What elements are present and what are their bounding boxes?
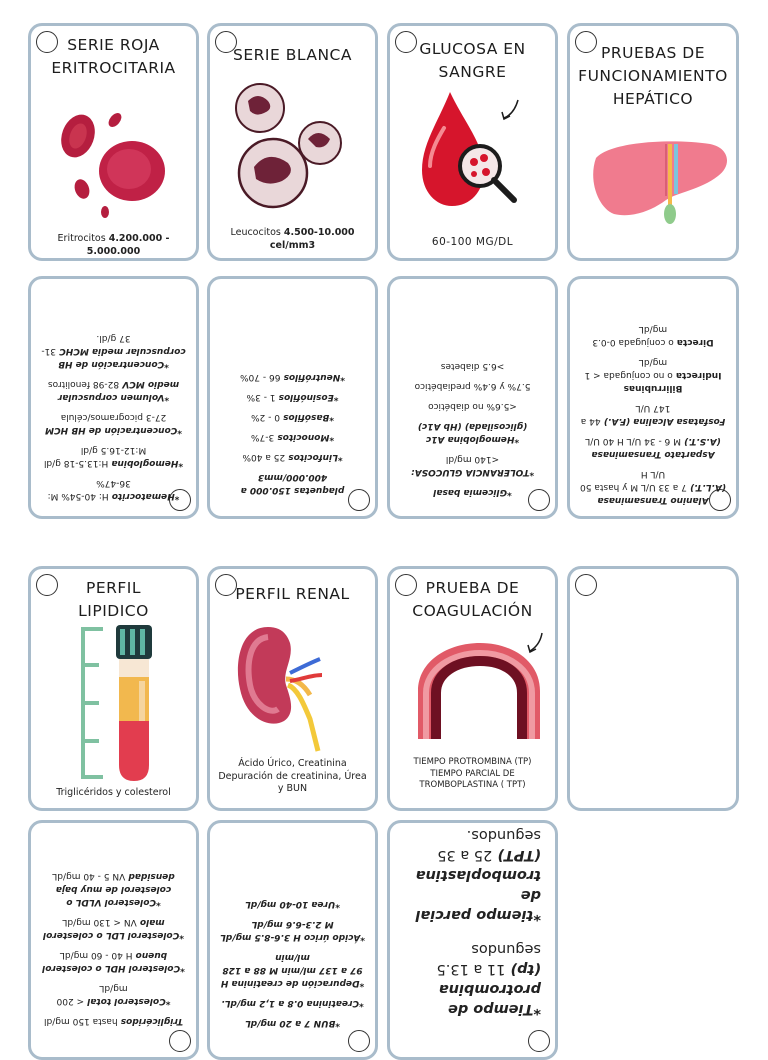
card-serie-blanca (207, 23, 378, 261)
card-perfil-renal (207, 566, 378, 811)
card-perfil-lipidico (28, 566, 199, 811)
red-blood-cells-icon (31, 94, 196, 244)
test-tube-icon (31, 625, 196, 785)
kidney-icon (210, 623, 375, 758)
card-title: PERFIL RENAL (235, 585, 350, 603)
renal-caption: Ácido Úrico, Creatinina Depuración de creatinina, Úrea y BUN (218, 758, 367, 794)
coagulation-caption: TIEMPO PROTROMBINA (TP) TIEMPO PARCIAL DE TROMBOPLASTINA ( TPT) (413, 757, 532, 790)
leukocyte-range: Leucocitos 4.500-10.000 cel/mm3 (230, 227, 355, 251)
punch-hole (575, 574, 597, 596)
white-series-values: plaquetas 150.000 a 400.000/mm3 *Linfocitos 25 a 40% *Monocitos 3-7% *Basófilos 0 - 2% *Eosinófilos 1 - 3% *Neutrófilos 66 - 70% (240, 372, 345, 495)
red-series-values: *Hematocrito H: 40-54% M: 36-47% *Hemoglobina H:13.5-18 g/dl M:12-16.5 g/dl *Concentración de HB HCM 27-3 picogramos/célula *Volumen corpuscular medio MCV 82-98 fenolitros *Concentración de HB corpuscular media MCHC 31-37 g/dl. (41, 333, 186, 501)
blood-drop-magnifier-icon (390, 92, 555, 227)
card-coagulacion-back (387, 820, 558, 1060)
card-title: PRUEBAS DE FUNCIONAMIENTO HEPÁTICO (578, 44, 728, 108)
card-hepatico-back (567, 276, 739, 519)
card-coagulacion (387, 566, 558, 811)
liver-values: Alanino Transaminasa (A.L.T.) 7 a 33 U/L M y hasta 50 U/L H Aspartato Transaminasa (A.S.T.) M 6 - 34 U/L H 40 U/L Fosfatasa Alcalina (F.A.) 44 a 147 U/L Bilirrubinas Indirecta o no conjugada < 1 mg/dL Directa o conjugada 0-0.3 mg/dL (580, 324, 726, 505)
card-hepatico (567, 23, 739, 261)
renal-values: *BUN 7 a 20 mg/dL *Creatinina 0.8 a 1,2 mg/dL. *Depuración de creatinina H 97 a 137 ml/min M 88 a 128 ml/min *Ácido úrico H 3.6-8.5 mg/dL M 2.3-6.6 mg/dL *Urea 10-40 mg/dL (220, 899, 365, 1028)
card-perfil-renal-back (207, 820, 378, 1060)
blood-vessel-clot-icon (390, 621, 555, 741)
glucose-range: 60-100 MG/DL (431, 236, 514, 248)
card-title: GLUCOSA EN SANGRE (419, 40, 526, 81)
card-title: PRUEBA DE COAGULACIÓN (412, 579, 533, 620)
erythrocyte-range: Eritrocitos 4.200.000 - 5.000.000 (57, 233, 170, 257)
lipid-caption: Triglicéridos y colesterol (56, 787, 171, 798)
liver-icon (570, 130, 736, 240)
card-title: SERIE ROJA ERITROCITARIA (51, 36, 176, 77)
card-serie-roja (28, 23, 199, 261)
card-title: SERIE BLANCA (233, 46, 352, 64)
card-glucosa-back (387, 276, 558, 519)
white-blood-cells-icon (210, 81, 375, 221)
coagulation-values: *Tiempo de protrombina (tp) 11 a 13.5 segundos *tiempo parcial de tromboplastina (TPT) 25 a 35 segundos. (415, 827, 541, 1017)
card-serie-blanca-back (207, 276, 378, 519)
glucose-values: *Glicemia basal *TOLERANCIA GLUCOSA: <140 mg/dl *Hemoglobina A1c (glicosilada) (Hb A1c) <5.6% no diabético 5.7% y 6.4% prediabético >6.5 diabetes (410, 361, 535, 497)
card-glucosa (387, 23, 558, 261)
card-perfil-lipidico-back (28, 820, 199, 1060)
card-serie-roja-back (28, 276, 199, 519)
card-title: PERFIL LIPIDICO (78, 579, 149, 620)
lipid-values: Triglicéridos hasta 150 mg/dl *Colesterol total < 200 mg/dL *Colesterol HDL o colesterol bueno H 40 - 60 mg/dL *Colesterol LDL o colesterol malo VN < 130 mg/dL *Colesterol VLDL o colesterol de muy baja densidad VN 5 - 40 mg/dL (42, 871, 185, 1026)
card-blank (567, 566, 739, 811)
